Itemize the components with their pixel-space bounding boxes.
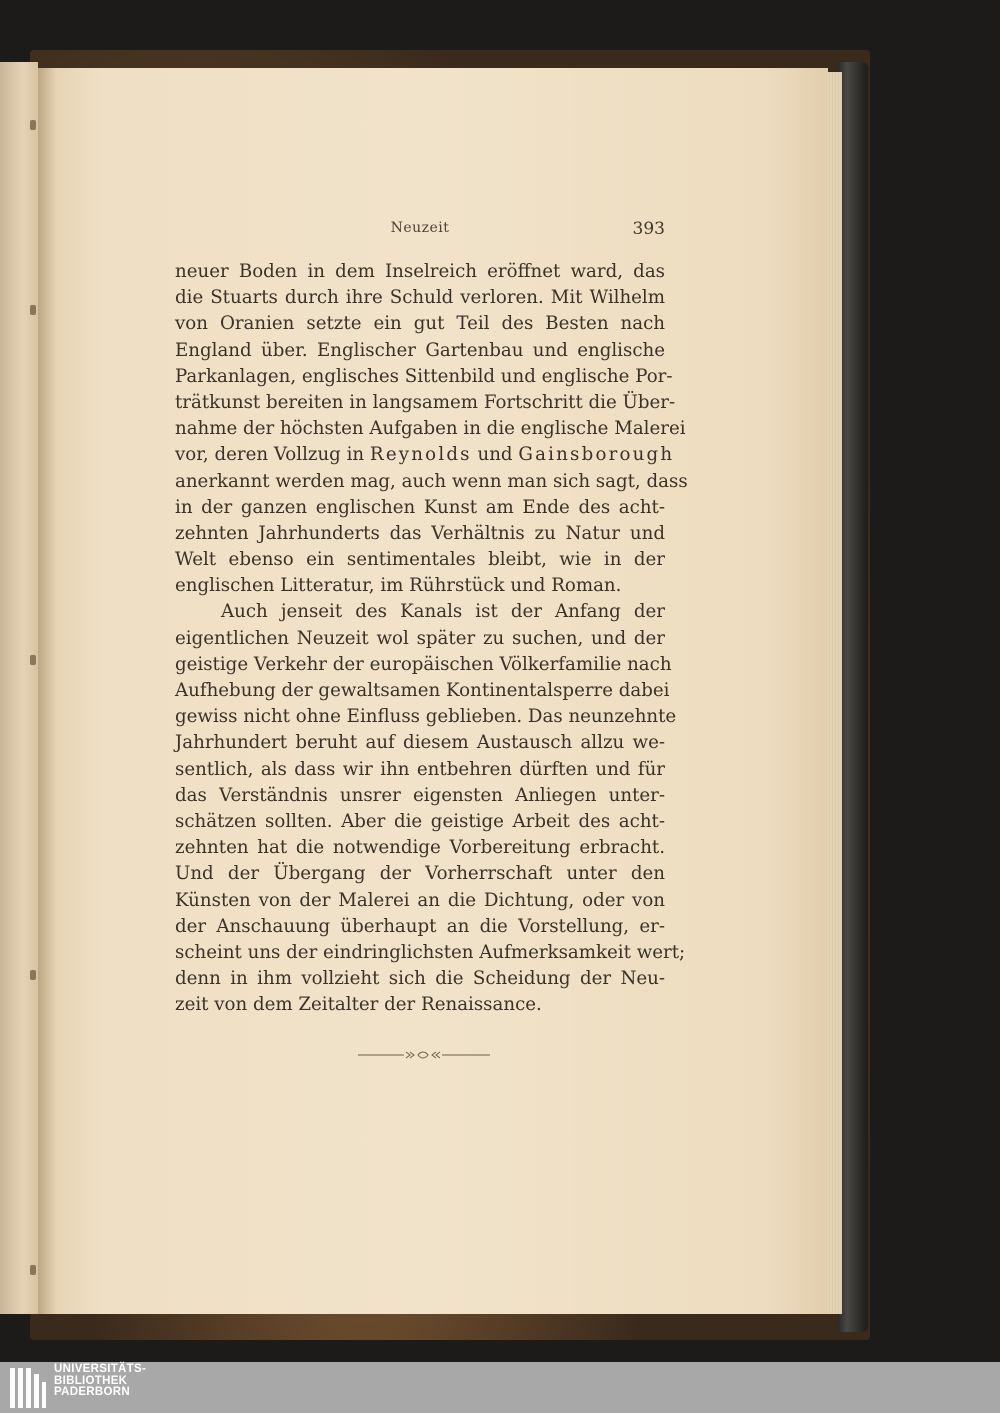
text-line: englischen Litteratur, im Rührstück und Roman. <box>175 575 622 597</box>
ornament-rule-icon <box>358 1049 490 1061</box>
text-fragment: vor, deren Vollzug in <box>175 444 370 466</box>
text-line: neuer Boden in dem Inselreich eröffnet ward, das <box>175 261 665 282</box>
library-name-line: PADERBORN <box>54 1386 130 1399</box>
running-head <box>175 220 665 242</box>
text-line: zehnten hat die notwendige Vorbereitung erbracht. <box>175 837 665 859</box>
text-line: Auch jenseit des Kanals ist der Anfang der <box>221 601 665 623</box>
text-line: scheint uns der eindringlichsten Aufmerksamkeit wert; <box>175 941 686 963</box>
text-line: denn in ihm vollzieht sich die Scheidung der Neu- <box>175 968 665 990</box>
text-line: trätkunst bereiten in langsamem Fortschritt die Über- <box>175 391 676 413</box>
text-line: von Oranien setzte ein gut Teil des Besten nach <box>175 313 665 335</box>
binding-stitch <box>30 970 36 980</box>
text-line: anerkannt werden mag, auch wenn man sich sagt, dass <box>175 470 688 492</box>
gutter-shadow <box>38 68 56 1314</box>
text-line: der Anschauung überhaupt an die Vorstellung, er- <box>175 915 665 937</box>
library-name-line: UNIVERSITÄTS- <box>54 1363 147 1375</box>
text-line: Welt ebenso ein sentimentales bleibt, wie in der <box>175 549 665 571</box>
text-line: eigentlichen Neuzeit wol später zu suchen, und der <box>175 627 665 649</box>
text-line: Und der Übergang der Vorherrschaft unter den <box>175 863 665 885</box>
text-line: nahme der höchsten Aufgaben in die englische Malerei <box>175 418 686 440</box>
name-reynolds: Reynolds <box>369 444 472 466</box>
text-line: zeit von dem Zeitalter der Renaissance. <box>175 994 542 1016</box>
binding-stitch <box>30 1265 36 1275</box>
text-line: die Stuarts durch ihre Schuld verloren. Mit Wilhelm <box>175 287 665 309</box>
binding-stitch <box>30 120 36 130</box>
book-spine-edge <box>838 62 868 1332</box>
text-line: Künsten von der Malerei an die Dichtung, oder von <box>175 889 665 911</box>
running-title: Neuzeit <box>390 220 450 236</box>
text-line-with-names <box>175 442 675 468</box>
text-line: England über. Englischer Gartenbau und englische <box>175 339 665 361</box>
text-line: sentlich, als dass wir ihn entbehren dürften und für <box>175 758 665 780</box>
text-line: schätzen sollten. Aber die geistige Arbeit des acht- <box>175 810 665 832</box>
library-footer <box>0 1362 1000 1413</box>
library-name-line: BIBLIOTHEK <box>54 1374 128 1387</box>
text-line: das Verständnis unsrer eigensten Anliegen unter- <box>175 784 665 806</box>
text-line: Parkanlagen, englisches Sittenbild und englische Por- <box>175 365 673 387</box>
university-library-logo-icon <box>8 1366 48 1410</box>
binding-stitch <box>30 305 36 315</box>
page-number: 393 <box>632 219 665 239</box>
binding-stitch <box>30 655 36 665</box>
text-line: zehnten Jahrhunderts das Verhältnis zu Natur und <box>175 522 665 544</box>
text-line: gewiss nicht ohne Einfluss geblieben. Das neunzehnte <box>175 706 677 728</box>
text-line: Jahrhundert beruht auf diesem Austausch allzu we- <box>175 732 665 754</box>
text-fragment: und <box>471 444 519 466</box>
text-line: in der ganzen englischen Kunst am Ende des acht- <box>175 496 665 518</box>
name-gainsborough: Gainsborough <box>518 444 675 466</box>
text-line: Aufhebung der gewaltsamen Kontinentalsperre dabei <box>175 680 670 701</box>
left-page-edge <box>0 62 38 1314</box>
body-text <box>175 259 688 1018</box>
library-name <box>54 1364 146 1399</box>
text-line: geistige Verkehr der europäischen Völkerfamilie nach <box>175 653 672 675</box>
